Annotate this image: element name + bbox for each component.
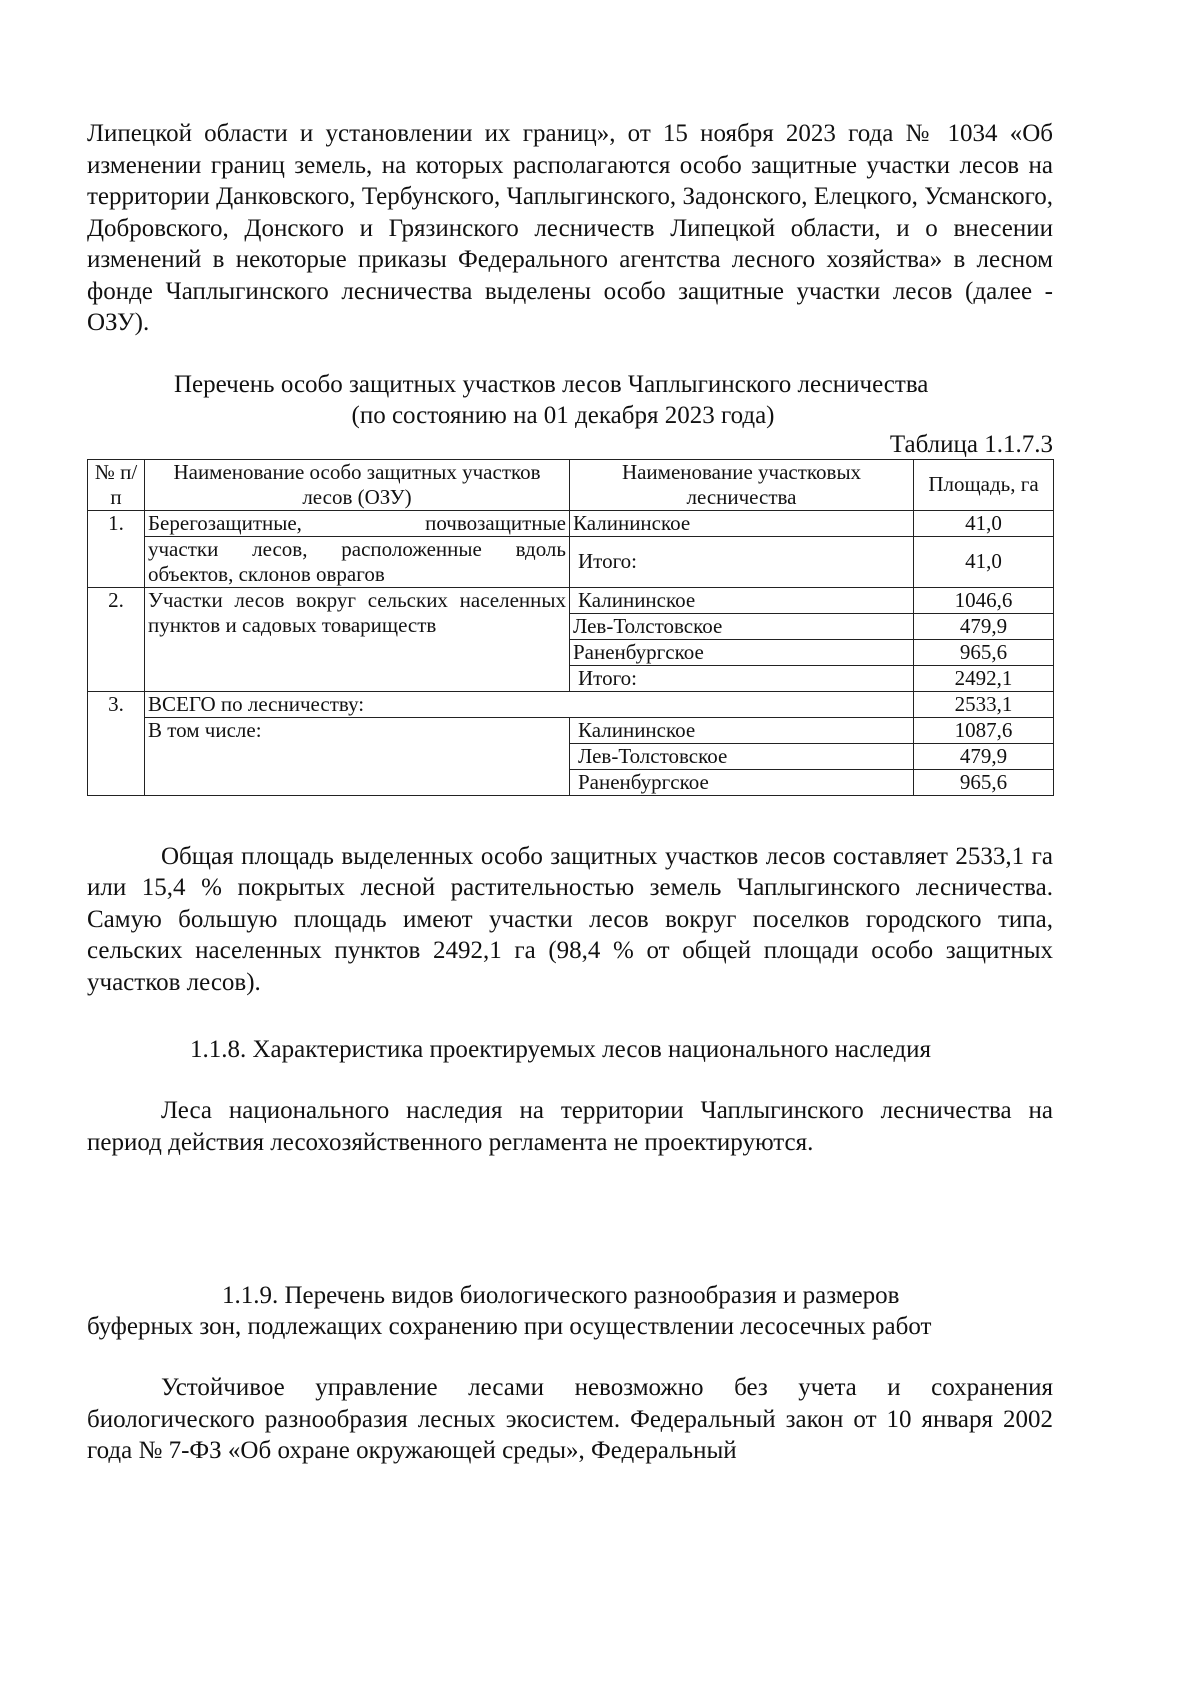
summary-paragraph: Общая площадь выделенных особо защитных участков лесов составляет 2533,1 га или 15,4 % покрытых лесной растительностью земель Чаплыгинского лесничества. Самую большую площадь имеют участки лесов вокруг поселков городского типа, сельских населенных пунктов 2492,1 га (98,4 % от общей площади особо защитных участков лесов). — [87, 842, 1053, 996]
document-page — [87, 118, 1053, 1467]
row3-total-label: ВСЕГО по лесничеству: — [145, 691, 914, 717]
header-district: Наименование участковых лесничества — [570, 459, 914, 510]
table-row — [88, 536, 1054, 587]
row3-num: 3. — [88, 691, 145, 795]
header-area: Площадь, га — [914, 459, 1054, 510]
table-title-line1: Перечень особо защитных участков лесов Чаплыгинского лесничества — [174, 370, 929, 398]
row2-district-1: Калининское — [570, 587, 914, 613]
row3-incl-label: В том числе: — [145, 717, 570, 795]
row1-num: 1. — [88, 510, 145, 587]
section-119-heading-line1: 1.1.9. Перечень видов биологического разнообразия и размеров — [222, 1282, 900, 1309]
table-row — [88, 510, 1054, 536]
row3-total-area: 2533,1 — [914, 691, 1054, 717]
row2-district-3: Раненбургское — [570, 639, 914, 665]
row2-area-3: 965,6 — [914, 639, 1054, 665]
row3-area-2: 479,9 — [914, 743, 1054, 769]
section-119-heading-line2: буферных зон, подлежащих сохранению при осуществлении лесосечных работ — [87, 1313, 932, 1340]
row3-district-2: Лев-Толстовское — [570, 743, 914, 769]
ozu-table — [87, 459, 1054, 796]
table-title-line2: (по состоянию на 01 декабря 2023 года) — [351, 401, 775, 429]
row3-district-3: Раненбургское — [570, 769, 914, 795]
table-row — [88, 587, 1054, 613]
row2-area-2: 479,9 — [914, 613, 1054, 639]
row2-district-4: Итого: — [570, 665, 914, 691]
intro-paragraph: Липецкой области и установлении их границ», от 15 ноября 2023 года № 1034 «Об изменении границ земель, на которых располагаются особо защитные участки лесов на территории Данковского, Тербунского, Чаплыгинского, Задонского, Елецкого, Усманского, Добровского, Донского и Грязинского лесничеств Липецкой области, и о внесении изменений в некоторые приказы Федерального агентства лесного хозяйства» в лесном фонде Чаплыгинского лесничества выделены особо защитные участки лесов (далее - ОЗУ). — [87, 120, 1053, 336]
row3-area-3: 965,6 — [914, 769, 1054, 795]
row2-num: 2. — [88, 587, 145, 691]
table-label: Таблица 1.1.7.3 — [889, 430, 1053, 458]
row2-area-1: 1046,6 — [914, 587, 1054, 613]
table-row — [88, 691, 1054, 717]
table-header-row — [88, 459, 1054, 510]
section-118-text: Леса национального наследия на территории Чаплыгинского лесничества на период действия лесохозяйственного регламента не проектируются. — [87, 1097, 1053, 1156]
row3-area-1: 1087,6 — [914, 717, 1054, 743]
row1-district-1: Калининское — [570, 510, 914, 536]
table-row — [88, 717, 1054, 743]
row2-district-2: Лев-Толстовское — [570, 613, 914, 639]
row1-name-line1: Берегозащитные, почвозащитные — [145, 510, 570, 536]
row1-name-rest: участки лесов, расположенные вдоль объектов, склонов оврагов — [145, 536, 570, 587]
header-num: № п/п — [88, 459, 145, 510]
row2-area-4: 2492,1 — [914, 665, 1054, 691]
row2-name: Участки лесов вокруг сельских населенных пунктов и садовых товариществ — [145, 587, 570, 691]
header-name: Наименование особо защитных участков лесов (ОЗУ) — [145, 459, 570, 510]
row1-district-2: Итого: — [570, 536, 914, 587]
section-119-text: Устойчивое управление лесами невозможно без учета и сохранения биологического разнообразия лесных экосистем. Федеральный закон от 10 января 2002 года № 7-ФЗ «Об охране окружающей среды», Федеральный — [87, 1374, 1053, 1464]
row1-area-1: 41,0 — [914, 510, 1054, 536]
row1-area-2: 41,0 — [914, 536, 1054, 587]
row3-district-1: Калининское — [570, 717, 914, 743]
section-118-heading: 1.1.8. Характеристика проектируемых лесов национального наследия — [190, 1036, 932, 1063]
